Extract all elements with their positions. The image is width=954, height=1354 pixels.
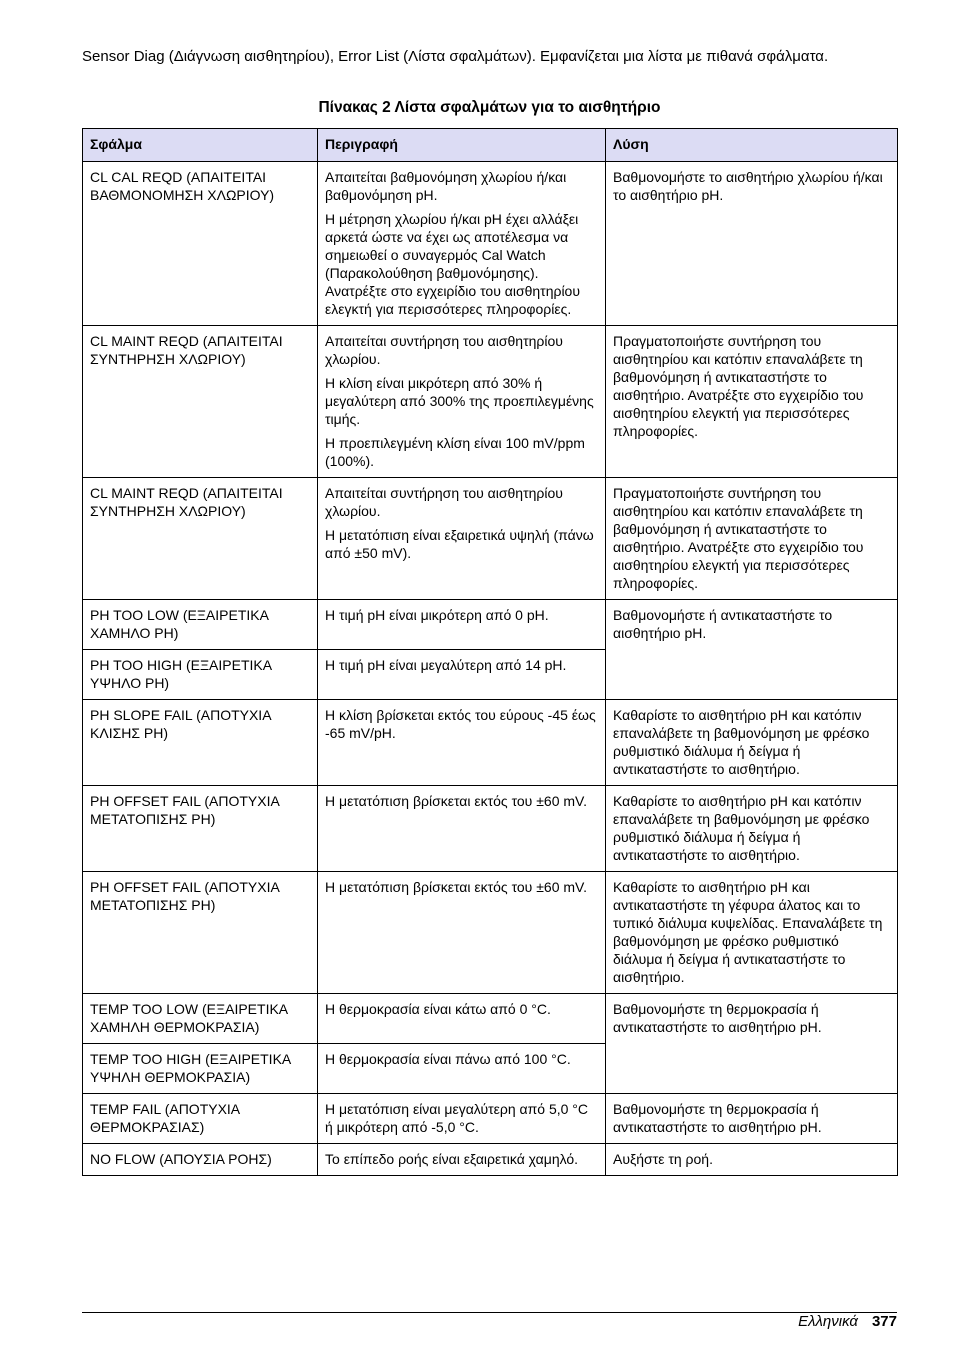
error-cell: TEMP TOO HIGH (ΕΞΑΙΡΕΤΙΚΑ ΥΨΗΛΗ ΘΕΡΜΟΚΡΑΣΙΑ) [83, 1044, 318, 1094]
error-cell: CL CAL REQD (ΑΠΑΙΤΕΙΤΑΙ ΒΑΘΜΟΝΟΜΗΣΗ ΧΛΩΡΙΟΥ) [83, 162, 318, 326]
description-text: Η κλίση είναι μικρότερη από 30% ή μεγαλύτερη από 300% της προεπιλεγμένης τιμής. [325, 375, 594, 427]
solution-cell: Καθαρίστε το αισθητήριο pH και κατόπιν επαναλάβετε τη βαθμονόμηση με φρέσκο ρυθμιστικό διάλυμα ή δείγμα ή αντικαταστήστε το αισθητήριο. [606, 786, 898, 872]
description-text: Απαιτείται βαθμονόμηση χλωρίου ή/και βαθμονόμηση pH. [325, 169, 567, 203]
error-cell: PH TOO LOW (ΕΞΑΙΡΕΤΙΚΑ ΧΑΜΗΛΟ PH) [83, 600, 318, 650]
description-cell [318, 162, 606, 326]
table-row [83, 478, 898, 600]
description-text: Απαιτείται συντήρηση του αισθητηρίου χλωρίου. [325, 333, 563, 367]
header-error: Σφάλμα [83, 129, 318, 162]
solution-cell: Καθαρίστε το αισθητήριο pH και αντικαταστήστε τη γέφυρα άλατος και το τυπικό διάλυμα κυψελίδας. Επαναλάβετε τη βαθμονόμηση με φρέσκο ρυθμιστικό διάλυμα ή δείγμα ή αντικαταστήστε το αισθητήριο. [606, 872, 898, 994]
description-text: Η τιμή pH είναι μεγαλύτερη από 14 pH. [325, 657, 567, 673]
table-row [83, 700, 898, 786]
description-cell [318, 1044, 606, 1094]
description-text: Απαιτείται συντήρηση του αισθητηρίου χλωρίου. [325, 485, 563, 519]
solution-cell: Βαθμονομήστε το αισθητήριο χλωρίου ή/και το αισθητήριο pH. [606, 162, 898, 326]
description-text: Το επίπεδο ροής είναι εξαιρετικά χαμηλό. [325, 1151, 579, 1167]
description-text: Η προεπιλεγμένη κλίση είναι 100 mV/ppm (100%). [325, 435, 585, 469]
description-text: Η θερμοκρασία είναι κάτω από 0 °C. [325, 1001, 551, 1017]
error-cell: TEMP FAIL (ΑΠΟΤΥΧΙΑ ΘΕΡΜΟΚΡΑΣΙΑΣ) [83, 1094, 318, 1144]
description-cell [318, 650, 606, 700]
table-row [83, 1094, 898, 1144]
description-text: Η μέτρηση χλωρίου ή/και pH έχει αλλάξει αρκετά ώστε να έχει ως αποτέλεσμα να σημειωθεί ο συναγερμός Cal Watch (Παρακολούθηση βαθμονόμησης). Ανατρέξτε στο εγχειρίδιο του αισθητηρίου ελεγκτή για περισσότερες πληροφορίες. [325, 211, 581, 317]
description-text: Η μετατόπιση βρίσκεται εκτός του ±60 mV. [325, 793, 587, 809]
solution-cell: Βαθμονομήστε τη θερμοκρασία ή αντικαταστήστε το αισθητήριο pH. [606, 994, 898, 1094]
error-cell: CL MAINT REQD (ΑΠΑΙΤΕΙΤΑΙ ΣΥΝΤΗΡΗΣΗ ΧΛΩΡΙΟΥ) [83, 478, 318, 600]
description-cell [318, 872, 606, 994]
description-text: Η μετατόπιση είναι εξαιρετικά υψηλή (πάνω από ±50 mV). [325, 527, 594, 561]
description-text: Η κλίση βρίσκεται εκτός του εύρους -45 έως -65 mV/pH. [325, 707, 596, 741]
table-row [83, 326, 898, 478]
solution-cell: Πραγματοποιήστε συντήρηση του αισθητηρίου και κατόπιν επαναλάβετε τη βαθμονόμηση ή αντικαταστήστε το αισθητήριο. Ανατρέξτε στο εγχειρίδιο του αισθητηρίου ελεγκτή για περισσότερες πληροφορίες. [606, 478, 898, 600]
description-text: Η μετατόπιση είναι μεγαλύτερη από 5,0 °C ή μικρότερη από -5,0 °C. [325, 1101, 589, 1135]
solution-cell: Βαθμονομήστε ή αντικαταστήστε το αισθητήριο pH. [606, 600, 898, 700]
description-text: Η μετατόπιση βρίσκεται εκτός του ±60 mV. [325, 879, 587, 895]
solution-cell: Αυξήστε τη ροή. [606, 1144, 898, 1176]
error-cell: CL MAINT REQD (ΑΠΑΙΤΕΙΤΑΙ ΣΥΝΤΗΡΗΣΗ ΧΛΩΡΙΟΥ) [83, 326, 318, 478]
error-cell: PH SLOPE FAIL (ΑΠΟΤΥΧΙΑ ΚΛΙΣΗΣ PH) [83, 700, 318, 786]
solution-cell: Βαθμονομήστε τη θερμοκρασία ή αντικαταστήστε το αισθητήριο pH. [606, 1094, 898, 1144]
error-cell: PH OFFSET FAIL (ΑΠΟΤΥΧΙΑ ΜΕΤΑΤΟΠΙΣΗΣ PH) [83, 786, 318, 872]
page-number: 377 [871, 1313, 897, 1330]
description-cell [318, 1094, 606, 1144]
footer-divider [82, 1312, 897, 1313]
error-cell: PH OFFSET FAIL (ΑΠΟΤΥΧΙΑ ΜΕΤΑΤΟΠΙΣΗΣ PH) [83, 872, 318, 994]
description-cell [318, 994, 606, 1044]
footer-language: Ελληνικά [798, 1313, 858, 1330]
error-cell: PH TOO HIGH (ΕΞΑΙΡΕΤΙΚΑ ΥΨΗΛΟ PH) [83, 650, 318, 700]
description-cell [318, 478, 606, 600]
page-footer [798, 1312, 897, 1332]
error-cell: NO FLOW (ΑΠΟΥΣΙΑ ΡΟΗΣ) [83, 1144, 318, 1176]
description-cell [318, 600, 606, 650]
solution-cell: Καθαρίστε το αισθητήριο pH και κατόπιν επαναλάβετε τη βαθμονόμηση με φρέσκο ρυθμιστικό διάλυμα ή δείγμα ή αντικαταστήστε το αισθητήριο. [606, 700, 898, 786]
solution-cell: Πραγματοποιήστε συντήρηση του αισθητηρίου και κατόπιν επαναλάβετε τη βαθμονόμηση ή αντικαταστήστε το αισθητήριο. Ανατρέξτε στο εγχειρίδιο του αισθητηρίου ελεγκτή για περισσότερες πληροφορίες. [606, 326, 898, 478]
table-row [83, 1144, 898, 1176]
table-caption: Πίνακας 2 Λίστα σφαλμάτων για το αισθητήριο [318, 99, 661, 116]
error-list-table [82, 128, 898, 1176]
intro-paragraph: Sensor Diag (Διάγνωση αισθητηρίου), Error List (Λίστα σφαλμάτων). Εμφανίζεται μια λίστα με πιθανά σφάλματα. [82, 48, 829, 65]
header-solution: Λύση [606, 129, 898, 162]
description-cell [318, 786, 606, 872]
table-row [83, 994, 898, 1044]
description-text: Η θερμοκρασία είναι πάνω από 100 °C. [325, 1051, 571, 1067]
table-row [83, 872, 898, 994]
header-description: Περιγραφή [318, 129, 606, 162]
description-cell [318, 700, 606, 786]
description-cell [318, 1144, 606, 1176]
description-text: Η τιμή pH είναι μικρότερη από 0 pH. [325, 607, 549, 623]
table-body [83, 162, 898, 1176]
description-cell [318, 326, 606, 478]
table-row [83, 786, 898, 872]
table-header-row [83, 129, 898, 162]
table-row [83, 600, 898, 650]
table-row [83, 162, 898, 326]
error-cell: TEMP TOO LOW (ΕΞΑΙΡΕΤΙΚΑ ΧΑΜΗΛΗ ΘΕΡΜΟΚΡΑΣΙΑ) [83, 994, 318, 1044]
